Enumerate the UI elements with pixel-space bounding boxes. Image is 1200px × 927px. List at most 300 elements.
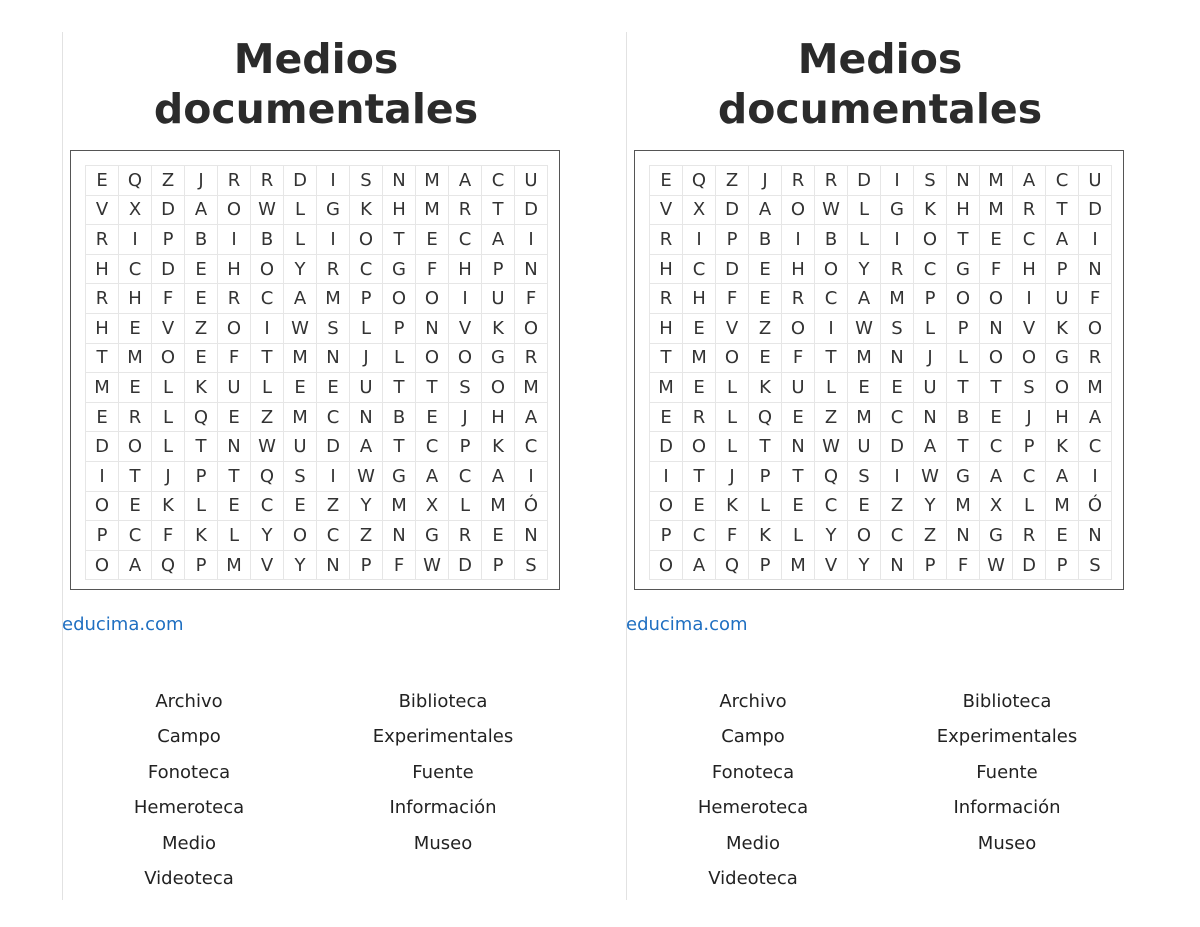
grid-cell: G (881, 196, 914, 226)
grid-cell: C (815, 284, 848, 314)
grid-cell: K (482, 432, 515, 462)
grid-cell: E (683, 314, 716, 344)
grid-cell: O (119, 432, 152, 462)
grid-cell: S (515, 551, 548, 581)
grid-cell: H (683, 284, 716, 314)
word-list-item: Archivo (719, 691, 787, 712)
grid-cell: P (1046, 551, 1079, 581)
grid-cell: A (980, 462, 1013, 492)
grid-cell: N (383, 166, 416, 196)
grid-cell: T (482, 196, 515, 226)
grid-cell: R (449, 521, 482, 551)
grid-cell: Z (815, 403, 848, 433)
grid-cell: Z (317, 492, 350, 522)
grid-cell: D (317, 432, 350, 462)
grid-cell: I (782, 225, 815, 255)
grid-cell: V (716, 314, 749, 344)
grid-cell: R (119, 403, 152, 433)
title-line-2: documentales (153, 85, 479, 133)
grid-cell: V (449, 314, 482, 344)
grid-cell: T (416, 373, 449, 403)
grid-cell: B (749, 225, 782, 255)
grid-cell: C (251, 492, 284, 522)
grid-cell: B (815, 225, 848, 255)
word-list-item: Biblioteca (962, 691, 1052, 712)
word-list-item: Fuente (412, 761, 474, 783)
grid-cell: A (848, 284, 881, 314)
grid-cell: E (185, 344, 218, 374)
title-line-1: Medios (797, 35, 963, 83)
grid-cell: G (416, 521, 449, 551)
grid-cell: M (947, 492, 980, 522)
word-search-box (70, 150, 560, 590)
grid-cell: M (848, 344, 881, 374)
grid-cell: P (914, 284, 947, 314)
grid-cell: D (1079, 196, 1112, 226)
grid-cell: H (782, 255, 815, 285)
grid-cell: N (947, 521, 980, 551)
grid-cell: E (782, 403, 815, 433)
grid-cell: Q (251, 462, 284, 492)
grid-cell: D (848, 166, 881, 196)
grid-cell: R (1013, 196, 1046, 226)
grid-cell: Y (848, 255, 881, 285)
word-list-item: Experimentales (372, 726, 514, 748)
grid-cell: I (815, 314, 848, 344)
grid-cell: O (716, 344, 749, 374)
grid-cell: O (152, 344, 185, 374)
grid-cell: L (251, 373, 284, 403)
grid-cell: Ó (1079, 492, 1112, 522)
grid-cell: S (284, 462, 317, 492)
grid-cell: Q (119, 166, 152, 196)
grid-cell: E (980, 225, 1013, 255)
grid-cell: H (383, 196, 416, 226)
grid-cell: R (815, 166, 848, 196)
grid-cell: T (218, 462, 251, 492)
grid-cell: C (1046, 166, 1079, 196)
grid-cell: L (284, 196, 317, 226)
grid-cell: O (782, 196, 815, 226)
grid-cell: I (683, 225, 716, 255)
grid-cell: W (980, 551, 1013, 581)
worksheet-left (62, 0, 624, 900)
grid-cell: A (416, 462, 449, 492)
grid-cell: O (284, 521, 317, 551)
grid-cell: F (716, 521, 749, 551)
grid-cell: M (980, 166, 1013, 196)
grid-cell: L (383, 344, 416, 374)
grid-cell: C (515, 432, 548, 462)
credit-link[interactable]: educima.com (62, 614, 184, 635)
grid-cell: M (317, 284, 350, 314)
grid-cell: R (782, 166, 815, 196)
grid-cell: M (383, 492, 416, 522)
grid-cell: O (416, 284, 449, 314)
word-list (62, 686, 570, 898)
credit-link[interactable]: educima.com (626, 614, 748, 635)
grid-cell: H (1013, 255, 1046, 285)
grid-cell: R (1079, 344, 1112, 374)
grid-cell: F (716, 284, 749, 314)
grid-cell: T (749, 432, 782, 462)
grid-cell: F (1079, 284, 1112, 314)
grid-cell: M (416, 196, 449, 226)
word-list-item: Campo (721, 726, 785, 748)
word-list-item: Medio (161, 832, 217, 854)
grid-cell: I (317, 462, 350, 492)
grid-cell: O (980, 284, 1013, 314)
word-list-item: Museo (977, 832, 1037, 854)
grid-cell: L (716, 373, 749, 403)
grid-cell: V (1013, 314, 1046, 344)
grid-cell: L (815, 373, 848, 403)
grid-cell: A (449, 166, 482, 196)
grid-cell: C (350, 255, 383, 285)
grid-cell: M (119, 344, 152, 374)
grid-cell: R (218, 166, 251, 196)
grid-cell: R (449, 196, 482, 226)
grid-cell: O (848, 521, 881, 551)
grid-cell: N (350, 403, 383, 433)
grid-cell: G (947, 462, 980, 492)
grid-cell: I (515, 225, 548, 255)
word-list-item: Videoteca (144, 867, 234, 889)
grid-cell: U (482, 284, 515, 314)
grid-cell: C (251, 284, 284, 314)
grid-cell: E (848, 492, 881, 522)
grid-cell: K (716, 492, 749, 522)
grid-cell: O (650, 551, 683, 581)
grid-cell: U (284, 432, 317, 462)
grid-cell: L (947, 344, 980, 374)
grid-cell: R (650, 284, 683, 314)
word-search-box (634, 150, 1124, 590)
grid-cell: T (947, 225, 980, 255)
word-list-item: Archivo (155, 691, 223, 712)
grid-cell: T (980, 373, 1013, 403)
grid-cell: U (515, 166, 548, 196)
grid-cell: O (350, 225, 383, 255)
grid-cell: T (119, 462, 152, 492)
grid-cell: Q (749, 403, 782, 433)
grid-cell: K (350, 196, 383, 226)
grid-cell: A (482, 225, 515, 255)
grid-cell: M (980, 196, 1013, 226)
word-list-item: Información (389, 797, 497, 819)
grid-cell: N (317, 551, 350, 581)
grid-cell: F (218, 344, 251, 374)
grid-cell: E (749, 255, 782, 285)
grid-cell: V (251, 551, 284, 581)
grid-cell: Y (350, 492, 383, 522)
grid-cell: L (848, 225, 881, 255)
grid-cell: H (86, 255, 119, 285)
grid-cell: D (152, 255, 185, 285)
grid-cell: E (218, 492, 251, 522)
grid-cell: N (782, 432, 815, 462)
grid-cell: C (416, 432, 449, 462)
grid-cell: A (515, 403, 548, 433)
grid-cell: T (383, 225, 416, 255)
grid-cell: I (1079, 462, 1112, 492)
grid-cell: E (317, 373, 350, 403)
word-search-grid (85, 165, 548, 580)
grid-cell: L (914, 314, 947, 344)
grid-cell: G (317, 196, 350, 226)
grid-cell: E (284, 492, 317, 522)
grid-cell: Y (284, 255, 317, 285)
grid-cell: H (650, 314, 683, 344)
grid-cell: W (815, 432, 848, 462)
grid-cell: A (914, 432, 947, 462)
grid-cell: K (749, 521, 782, 551)
grid-cell: I (218, 225, 251, 255)
grid-cell: R (782, 284, 815, 314)
grid-cell: B (185, 225, 218, 255)
grid-cell: P (185, 462, 218, 492)
grid-cell: A (1013, 166, 1046, 196)
grid-cell: D (86, 432, 119, 462)
grid-cell: C (317, 521, 350, 551)
grid-cell: O (914, 225, 947, 255)
grid-cell: J (1013, 403, 1046, 433)
grid-cell: O (86, 551, 119, 581)
grid-cell: N (1079, 255, 1112, 285)
grid-cell: E (218, 403, 251, 433)
grid-cell: X (683, 196, 716, 226)
grid-cell: X (119, 196, 152, 226)
word-list-item: Medio (725, 832, 781, 854)
grid-cell: N (317, 344, 350, 374)
grid-cell: I (1079, 225, 1112, 255)
grid-cell: W (848, 314, 881, 344)
grid-cell: N (416, 314, 449, 344)
grid-cell: I (515, 462, 548, 492)
grid-cell: K (185, 521, 218, 551)
grid-cell: L (1013, 492, 1046, 522)
grid-cell: J (716, 462, 749, 492)
grid-cell: H (947, 196, 980, 226)
grid-cell: F (383, 551, 416, 581)
grid-cell: R (218, 284, 251, 314)
grid-cell: A (350, 432, 383, 462)
grid-cell: A (482, 462, 515, 492)
grid-cell: E (482, 521, 515, 551)
grid-cell: J (350, 344, 383, 374)
grid-cell: D (152, 196, 185, 226)
grid-cell: O (683, 432, 716, 462)
grid-cell: C (683, 255, 716, 285)
grid-cell: O (947, 284, 980, 314)
grid-cell: P (914, 551, 947, 581)
grid-cell: C (119, 521, 152, 551)
grid-cell: Y (251, 521, 284, 551)
grid-cell: C (1013, 462, 1046, 492)
word-list-item: Información (953, 797, 1061, 819)
grid-cell: S (449, 373, 482, 403)
grid-cell: E (1046, 521, 1079, 551)
grid-cell: H (86, 314, 119, 344)
word-search-grid (649, 165, 1112, 580)
grid-cell: H (482, 403, 515, 433)
grid-cell: A (119, 551, 152, 581)
grid-cell: L (152, 373, 185, 403)
grid-cell: Y (284, 551, 317, 581)
grid-cell: Z (749, 314, 782, 344)
grid-cell: M (881, 284, 914, 314)
word-list-item: Hemeroteca (697, 797, 809, 819)
grid-cell: E (881, 373, 914, 403)
grid-cell: C (1079, 432, 1112, 462)
word-list (626, 686, 1134, 898)
grid-cell: S (848, 462, 881, 492)
grid-cell: A (683, 551, 716, 581)
grid-cell: O (650, 492, 683, 522)
grid-cell: L (152, 403, 185, 433)
word-list-item: Museo (413, 832, 473, 854)
grid-cell: O (218, 196, 251, 226)
grid-cell: G (383, 255, 416, 285)
grid-cell: R (683, 403, 716, 433)
grid-cell: L (185, 492, 218, 522)
grid-cell: Y (815, 521, 848, 551)
grid-cell: N (881, 551, 914, 581)
grid-cell: P (716, 225, 749, 255)
grid-cell: M (284, 344, 317, 374)
grid-cell: Z (185, 314, 218, 344)
grid-cell: O (980, 344, 1013, 374)
grid-cell: Z (881, 492, 914, 522)
grid-cell: G (1046, 344, 1079, 374)
grid-cell: A (1046, 462, 1079, 492)
grid-cell: I (317, 166, 350, 196)
grid-cell: N (914, 403, 947, 433)
grid-cell: R (317, 255, 350, 285)
grid-cell: E (416, 225, 449, 255)
word-list-item: Experimentales (936, 726, 1078, 748)
grid-cell: D (515, 196, 548, 226)
grid-cell: N (980, 314, 1013, 344)
grid-cell: W (251, 432, 284, 462)
grid-cell: T (251, 344, 284, 374)
grid-cell: A (1079, 403, 1112, 433)
grid-cell: O (482, 373, 515, 403)
grid-cell: P (350, 284, 383, 314)
grid-cell: C (683, 521, 716, 551)
grid-cell: T (782, 462, 815, 492)
grid-cell: V (86, 196, 119, 226)
grid-cell: O (815, 255, 848, 285)
grid-cell: G (482, 344, 515, 374)
grid-cell: L (350, 314, 383, 344)
grid-cell: L (218, 521, 251, 551)
grid-cell: H (119, 284, 152, 314)
grid-cell: G (980, 521, 1013, 551)
grid-cell: V (152, 314, 185, 344)
grid-cell: P (650, 521, 683, 551)
grid-cell: W (914, 462, 947, 492)
grid-cell: O (1079, 314, 1112, 344)
grid-cell: I (881, 225, 914, 255)
grid-cell: E (683, 492, 716, 522)
grid-cell: P (947, 314, 980, 344)
grid-cell: P (185, 551, 218, 581)
grid-cell: C (881, 521, 914, 551)
grid-cell: P (1046, 255, 1079, 285)
grid-cell: O (515, 314, 548, 344)
grid-cell: M (1046, 492, 1079, 522)
grid-cell: E (749, 344, 782, 374)
grid-cell: K (1046, 314, 1079, 344)
grid-cell: G (383, 462, 416, 492)
worksheet-right (626, 0, 1188, 900)
grid-cell: F (152, 284, 185, 314)
grid-cell: M (782, 551, 815, 581)
grid-cell: I (449, 284, 482, 314)
grid-cell: I (119, 225, 152, 255)
grid-cell: K (1046, 432, 1079, 462)
grid-cell: P (749, 462, 782, 492)
grid-cell: Z (716, 166, 749, 196)
grid-cell: C (449, 462, 482, 492)
grid-cell: A (1046, 225, 1079, 255)
grid-cell: N (881, 344, 914, 374)
grid-cell: H (218, 255, 251, 285)
grid-cell: P (350, 551, 383, 581)
grid-cell: V (650, 196, 683, 226)
grid-cell: Y (848, 551, 881, 581)
grid-cell: W (350, 462, 383, 492)
grid-cell: J (749, 166, 782, 196)
grid-cell: O (218, 314, 251, 344)
grid-cell: D (284, 166, 317, 196)
grid-cell: M (515, 373, 548, 403)
grid-cell: D (449, 551, 482, 581)
grid-cell: L (152, 432, 185, 462)
grid-cell: E (86, 166, 119, 196)
grid-cell: U (848, 432, 881, 462)
grid-cell: R (515, 344, 548, 374)
grid-cell: W (251, 196, 284, 226)
grid-cell: W (284, 314, 317, 344)
grid-cell: T (947, 432, 980, 462)
grid-cell: M (416, 166, 449, 196)
grid-cell: I (881, 462, 914, 492)
grid-cell: E (284, 373, 317, 403)
grid-cell: O (251, 255, 284, 285)
grid-cell: O (449, 344, 482, 374)
grid-cell: X (980, 492, 1013, 522)
grid-cell: A (749, 196, 782, 226)
grid-cell: M (86, 373, 119, 403)
grid-cell: R (86, 225, 119, 255)
worksheet-title (62, 34, 570, 134)
grid-cell: A (284, 284, 317, 314)
grid-cell: J (449, 403, 482, 433)
grid-cell: Ó (515, 492, 548, 522)
grid-cell: M (284, 403, 317, 433)
grid-cell: N (383, 521, 416, 551)
grid-cell: I (1013, 284, 1046, 314)
grid-cell: M (482, 492, 515, 522)
grid-cell: O (86, 492, 119, 522)
grid-cell: D (716, 196, 749, 226)
grid-cell: R (881, 255, 914, 285)
grid-cell: M (218, 551, 251, 581)
grid-cell: E (119, 314, 152, 344)
grid-cell: S (914, 166, 947, 196)
